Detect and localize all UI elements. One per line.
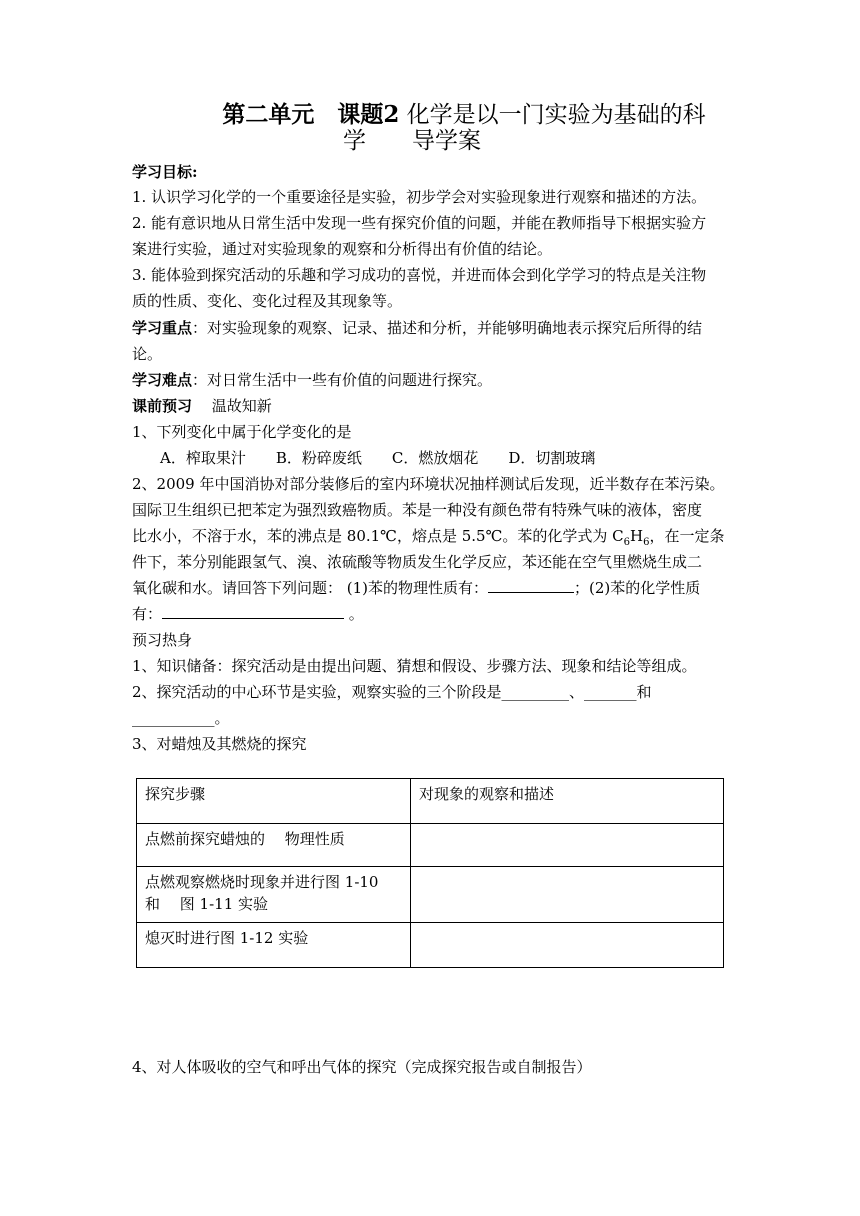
q2-line6: [132, 604, 732, 624]
page-title-line2: 学 导学案: [343, 128, 481, 154]
chemical-property-blank[interactable]: [162, 604, 344, 619]
table-header-observation: 对现象的观察和描述: [411, 779, 724, 824]
title-rest: 化学是以一门实验为基础的科: [406, 102, 706, 128]
table-cell-observation[interactable]: [411, 824, 724, 867]
objective-2-line1: 2. 能有意识地从日常生活中发现一些有探究价值的问题，并能在教师指导下根据实验方: [132, 214, 707, 232]
table-row: [137, 824, 724, 867]
key-points-line2: 论。: [132, 345, 163, 363]
objective-1: 1. 认识学习化学的一个重要途径是实验，初步学会对实验现象进行观察和描述的方法。: [132, 188, 707, 206]
table-cell-step: 点燃前探究蜡烛的 物理性质: [137, 824, 411, 867]
key-points-label: 学习重点: [132, 319, 193, 337]
objective-2-line2: 案进行实验，通过对实验现象的观察和分析得出有价值的结论。: [132, 240, 553, 258]
q2-line5-a: 氧化碳和水。请回答下列问题： (1)苯的物理性质有：: [132, 579, 489, 597]
q2-line3-mid: H: [629, 527, 644, 545]
table-cell-observation[interactable]: [411, 867, 724, 923]
title-unit: 第二单元: [222, 101, 315, 128]
q2-line3-b: ，在一定条: [649, 527, 725, 545]
table-cell-step: [137, 867, 411, 923]
table-cell-step: 熄灭时进行图 1-12 实验: [137, 923, 411, 968]
difficulties-label: 学习难点: [132, 371, 193, 389]
objective-3-line2: 质的性质、变化、变化过程及其现象等。: [132, 292, 403, 310]
q2-sub1: 6: [623, 537, 630, 548]
q2-line6-b: 。: [344, 605, 364, 623]
table-row: [137, 923, 724, 968]
objective-3-line1: 3. 能体验到探究活动的乐趣和学习成功的喜悦，并进而体会到化学学习的特点是关注物: [132, 266, 707, 284]
key-points: [132, 318, 732, 338]
warmup-k1: 1、知识储备：探究活动是由提出问题、猜想和假设、步骤方法、现象和结论等组成。: [132, 657, 697, 675]
page-title: [132, 102, 796, 128]
difficulties-text: ：对日常生活中一些有价值的问题进行探究。: [192, 371, 493, 389]
key-points-text: ：对实验现象的观察、记录、描述和分析，并能够明确地表示探究后所得的结: [192, 319, 703, 337]
warmup-k2-line2: ___________。: [132, 709, 230, 727]
table-row2-line1: 点燃观察燃烧时现象并进行图 1-10: [145, 873, 379, 891]
warmup-k2-line1: 2、探究活动的中心环节是实验，观察实验的三个阶段是_________、_______和: [132, 683, 652, 701]
q1-stem: 1、下列变化中属于化学变化的是: [132, 423, 352, 441]
q4: 4、对人体吸收的空气和呼出气体的探究（完成探究报告或自制报告）: [132, 1058, 592, 1076]
table-cell-observation[interactable]: [411, 923, 724, 968]
table-row: [137, 867, 724, 923]
q2-line5: [132, 578, 732, 598]
preview-label: 课前预习: [132, 397, 193, 415]
warmup-heading: 预习热身: [132, 631, 193, 649]
table-header-row: [137, 779, 724, 824]
preview-heading: [132, 396, 732, 416]
q2-line5-b: ；(2)苯的化学性质: [574, 579, 701, 597]
q2-line3-a: 比水小，不溶于水，苯的沸点是 80.1℃，熔点是 5.5℃。苯的化学式为 C: [132, 527, 624, 545]
preview-sub: 温故知新: [211, 397, 272, 415]
table-row2-line2: 和 图 1-11 实验: [145, 895, 269, 913]
table-header-step: 探究步骤: [137, 779, 411, 824]
q2-line2: 国际卫生组织已把苯定为强烈致癌物质。苯是一种没有颜色带有特殊气味的液体，密度: [132, 501, 703, 519]
q2-line1: 2、2009 年中国消协对部分装修后的室内环境状况抽样测试后发现，近半数存在苯污染。: [132, 475, 725, 493]
q2-line3: [132, 526, 732, 546]
q2-line4: 件下，苯分别能跟氢气、溴、浓硫酸等物质发生化学反应，苯还能在空气里燃烧生成二: [132, 553, 703, 571]
q2-sub2: 6: [643, 537, 650, 548]
q1-options: A．榨取果汁 B．粉碎废纸 C．燃放烟花 D．切割玻璃: [160, 449, 596, 467]
warmup-k3: 3、对蜡烛及其燃烧的探究: [132, 735, 307, 753]
q2-line6-a: 有：: [132, 605, 163, 623]
physical-property-blank[interactable]: [488, 578, 574, 593]
objectives-heading: 学习目标:: [132, 163, 198, 181]
title-lesson: 课题2: [337, 101, 400, 128]
difficulties: [132, 370, 732, 390]
candle-experiment-table: [136, 778, 724, 968]
